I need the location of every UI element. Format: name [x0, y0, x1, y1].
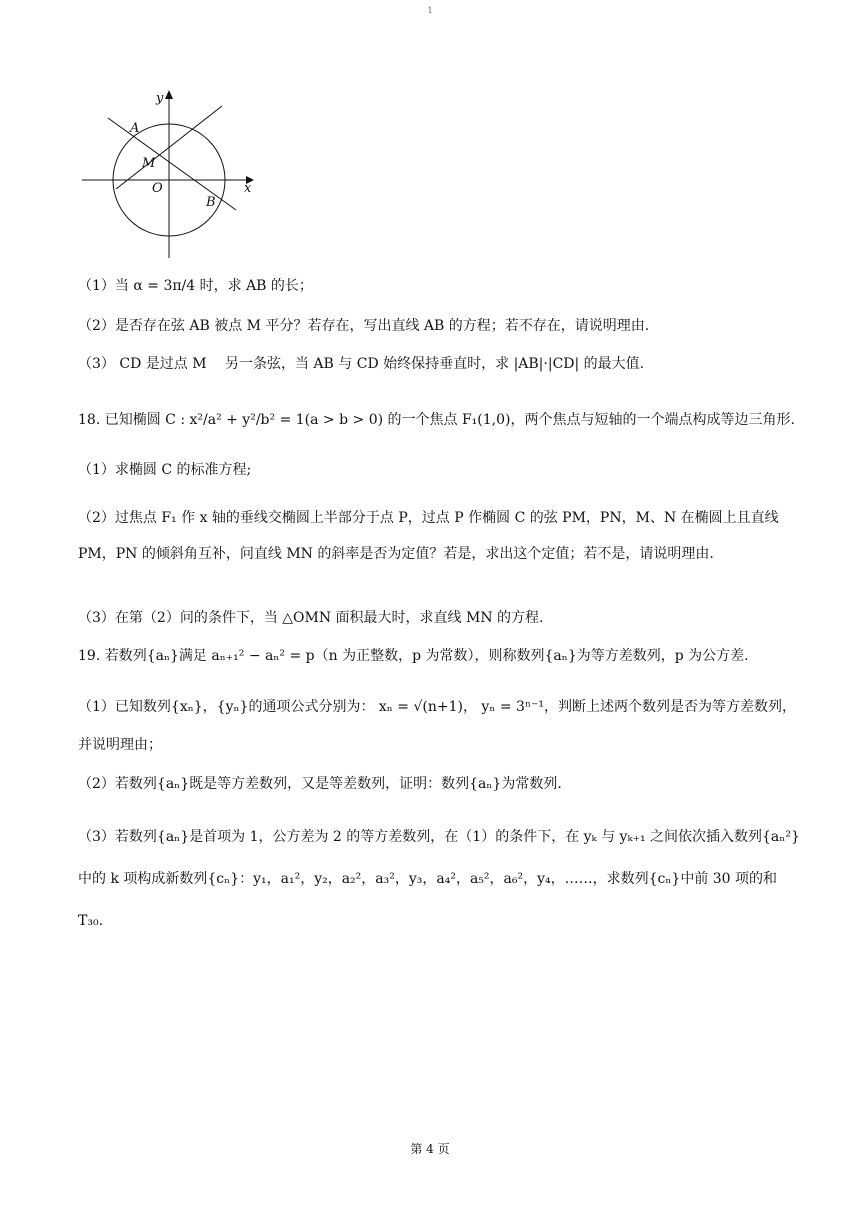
- label-o: O: [152, 181, 163, 196]
- y-axis-arrow: [165, 90, 173, 99]
- q17-part3: （3） CD 是过点 M 另一条弦，当 AB 与 CD 始终保持垂直时，求 |AB|·|CD| 的最大值.: [78, 356, 645, 372]
- q19-part1: （1）已知数列{xₙ}，{yₙ}的通项公式分别为： xₙ = √(n+1)， yₙ = 3ⁿ⁻¹，判断上述两个数列是否为等方差数列，并说明理由；: [78, 699, 796, 753]
- q19-part3: （3）若数列{aₙ}是首项为 1，公方差为 2 的等方差数列，在（1）的条件下，在 yₖ 与 yₖ₊₁ 之间依次插入数列{aₙ²}中的 k 项构成新数列{cₙ}：y₁，a₁²，y₂，a₂²，a₃²，y₃，a₄²，a₅²，a₆²，y₄，……，求数列{cₙ}中前 30 项的和 T₃₀.: [78, 829, 800, 929]
- q18-part1: （1）求椭圆 C 的标准方程;: [78, 462, 252, 478]
- label-m: M: [142, 156, 156, 171]
- label-y: y: [156, 91, 164, 106]
- circle-diagram: [78, 86, 268, 266]
- q18-stem: 18. 已知椭圆 C : x²/a² + y²/b² = 1(a > b > 0) 的一个焦点 F₁(1,0)，两个焦点与短轴的一个端点构成等边三角形.: [78, 412, 795, 428]
- label-a: A: [130, 121, 140, 136]
- line-ab: [108, 118, 236, 210]
- label-b: B: [206, 195, 216, 210]
- q18-part3: （3）在第（2）问的条件下，当 △OMN 面积最大时，求直线 MN 的方程.: [78, 610, 544, 626]
- q19-part2: （2）若数列{aₙ}既是等方差数列，又是等差数列，证明：数列{aₙ}为常数列.: [78, 776, 562, 792]
- q17-part1: （1）当 α = 3π/4 时，求 AB 的长；: [78, 278, 313, 294]
- page-mark: 1: [427, 6, 433, 15]
- q18-part2: （2）过焦点 F₁ 作 x 轴的垂线交椭圆上半部分于点 P，过点 P 作椭圆 C 的弦 PM，PN，M、N 在椭圆上且直线 PM，PN 的倾斜角互补，问直线 MN 的斜率是否为定值？若是，求出这个定值；若不是，请说明理由.: [78, 510, 779, 562]
- q17-part2: （2）是否存在弦 AB 被点 M 平分？若存在，写出直线 AB 的方程；若不存在，请说明理由.: [78, 318, 650, 334]
- page-number: 第 4 页: [410, 1142, 450, 1156]
- label-x: x: [244, 181, 252, 196]
- q19-stem: 19. 若数列{aₙ}满足 aₙ₊₁² − aₙ² = p（n 为正整数，p 为常数），则称数列{aₙ}为等方差数列，p 为公方差.: [78, 648, 749, 664]
